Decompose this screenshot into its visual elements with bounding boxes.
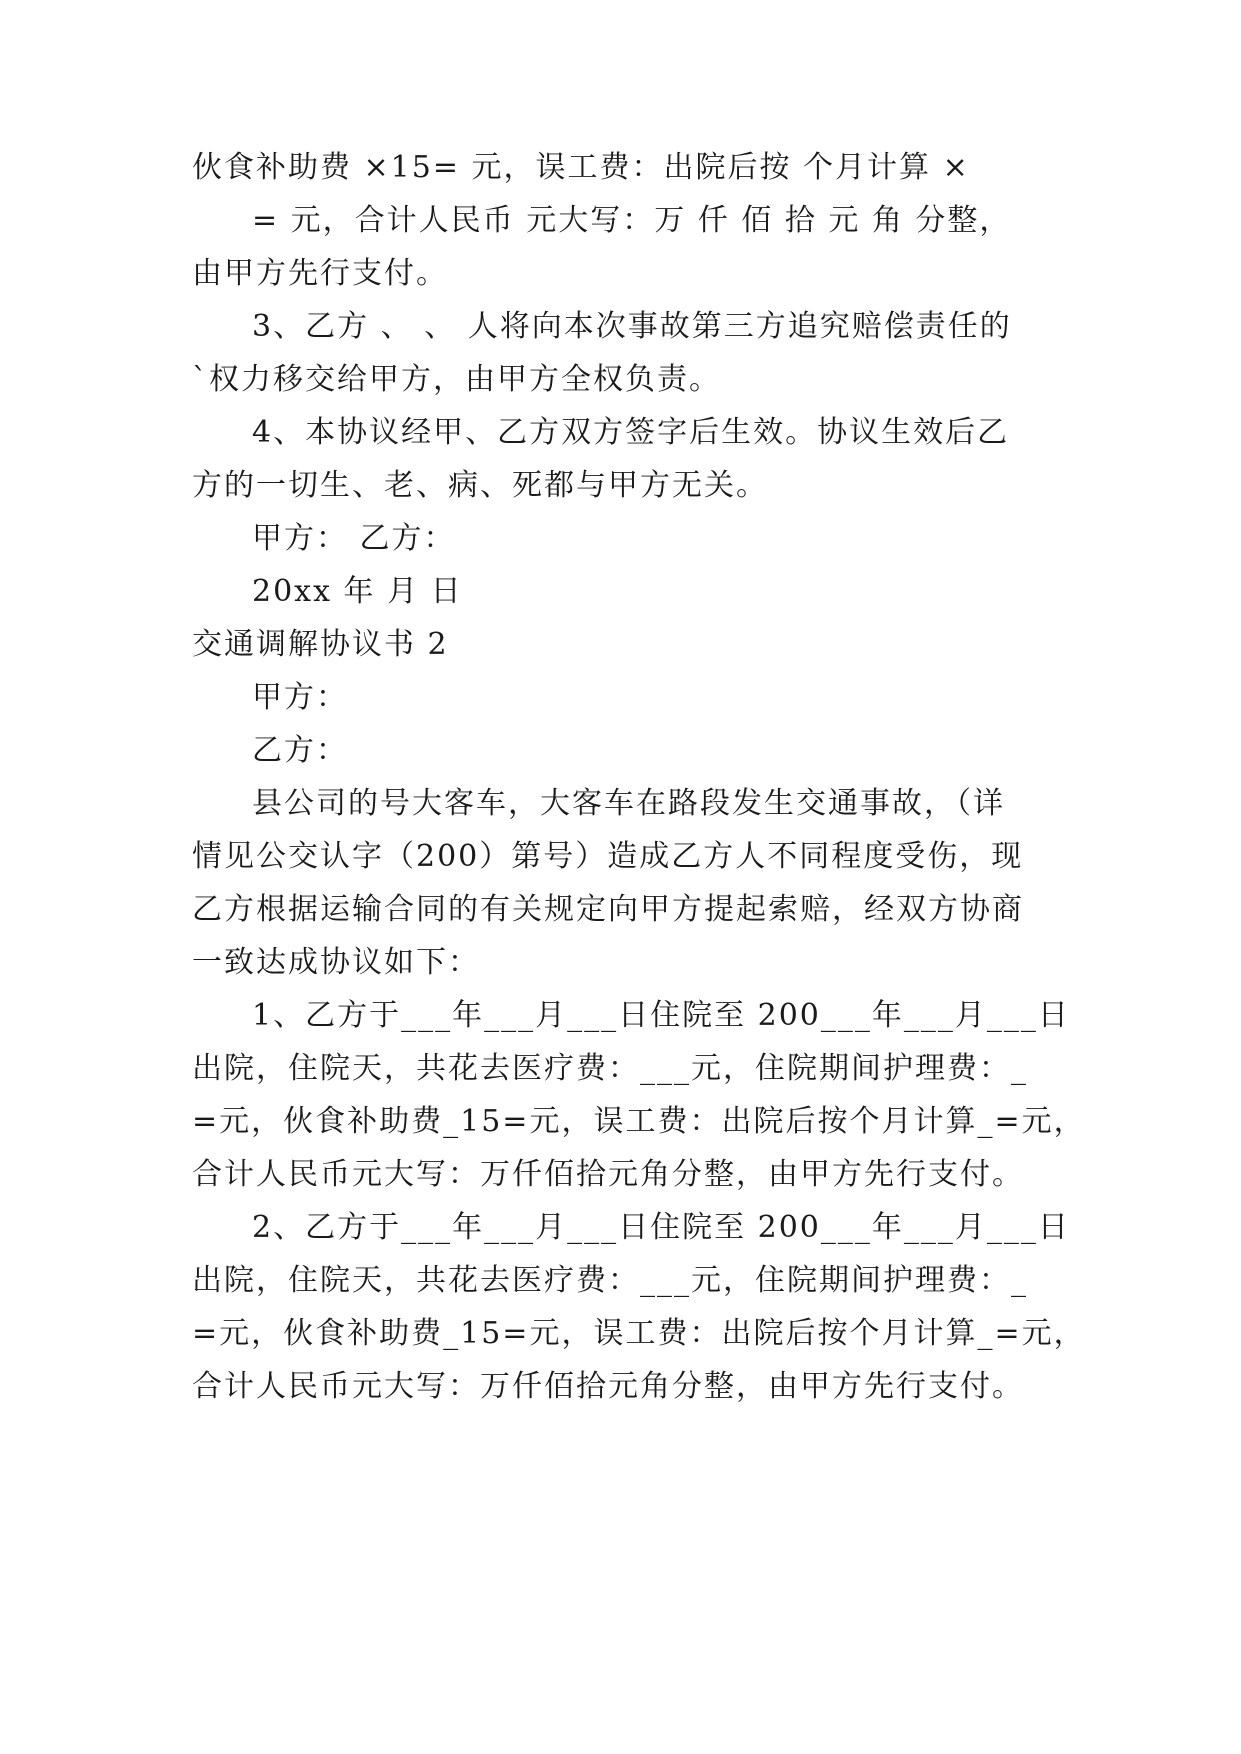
- text-line: =元，伙食补助费_15=元，误工费：出院后按个月计算_=元，: [192, 1316, 1086, 1351]
- text-line: = 元，合计人民币 元大写：万 仟 佰 拾 元 角 分整，: [252, 203, 1012, 238]
- signature-line: 甲方： 乙方：: [252, 521, 456, 556]
- text-line: =元，伙食补助费_15=元，误工费：出院后按个月计算_=元，: [192, 1104, 1086, 1139]
- text-line: 县公司的号大客车，大客车在路段发生交通事故，（详: [252, 786, 1005, 821]
- text-line: 一致达成协议如下：: [192, 945, 480, 980]
- text-line: 出院，住院天，共花去医疗费：___元，住院期间护理费：_: [192, 1051, 1028, 1086]
- text-line: 4、本协议经甲、乙方双方签字后生效。协议生效后乙: [252, 415, 1010, 450]
- text-line: 出院，住院天，共花去医疗费：___元，住院期间护理费：_: [192, 1263, 1028, 1298]
- text-line: 伙食补助费 ×15= 元，误工费：出院后按 个月计算 ×: [192, 150, 970, 185]
- text-line: 合计人民币元大写：万仟佰拾元角分整，由甲方先行支付。: [192, 1157, 1024, 1192]
- section-title: 交通调解协议书 2: [192, 627, 449, 662]
- party-a-label: 甲方：: [252, 680, 348, 715]
- date-line: 20xx 年 月 日: [252, 574, 463, 609]
- text-line: 方的一切生、老、病、死都与甲方无关。: [192, 468, 768, 503]
- text-line: 情见公交认字（200）第号）造成乙方人不同程度受伤，现: [192, 839, 1024, 874]
- text-line: 乙方根据运输合同的有关规定向甲方提起索赔，经双方协商: [192, 892, 1024, 927]
- text-line: 1、乙方于___年___月___日住院至 200___年___月___日: [252, 998, 1070, 1033]
- text-line: 合计人民币元大写：万仟佰拾元角分整，由甲方先行支付。: [192, 1369, 1024, 1404]
- party-b-label: 乙方：: [252, 733, 348, 768]
- text-line: `权力移交给甲方，由甲方全权负责。: [192, 362, 721, 397]
- text-line: 3、乙方 、 、 人将向本次事故第三方追究赔偿责任的: [252, 309, 1012, 344]
- text-line: 2、乙方于___年___月___日住院至 200___年___月___日: [252, 1210, 1070, 1245]
- text-line: 由甲方先行支付。: [192, 256, 448, 291]
